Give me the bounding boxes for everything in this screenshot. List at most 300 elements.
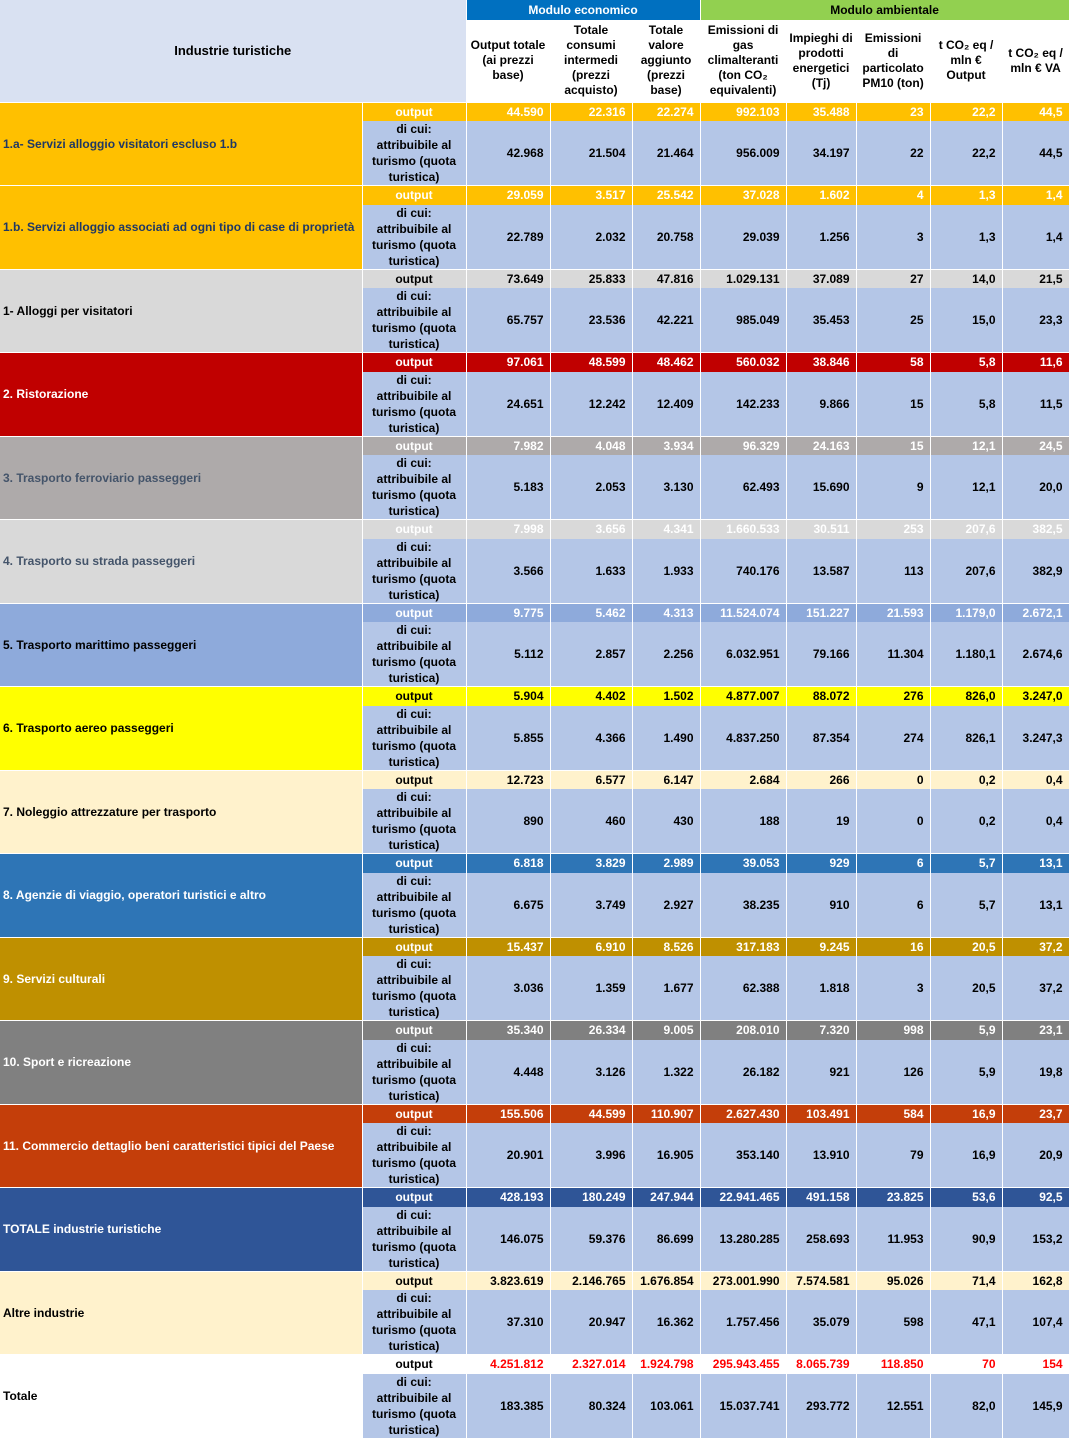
quota-value: 1.359: [550, 956, 632, 1021]
quota-value: 3.566: [466, 539, 550, 604]
row-label-output: output: [362, 687, 466, 706]
quota-value: 90,9: [930, 1207, 1002, 1272]
output-value: 1.924.798: [632, 1355, 700, 1374]
output-value: 70: [930, 1355, 1002, 1374]
quota-value: 3: [856, 956, 930, 1021]
row-label-output: output: [362, 603, 466, 622]
output-value: 58: [856, 353, 930, 372]
quota-value: 5.112: [466, 622, 550, 687]
header-col-tco2-output: t CO₂ eq / mln € Output: [930, 20, 1002, 102]
output-value: 92,5: [1002, 1188, 1069, 1207]
quota-value: 11.304: [856, 622, 930, 687]
quota-value: 12.551: [856, 1374, 930, 1438]
output-value: 110.907: [632, 1104, 700, 1123]
quota-value: 5,8: [930, 372, 1002, 437]
industry-name: 7. Noleggio attrezzature per trasporto: [0, 770, 362, 854]
quota-value: 153,2: [1002, 1207, 1069, 1272]
output-value: 295.943.455: [700, 1355, 786, 1374]
output-value: 1,3: [930, 186, 1002, 205]
quota-value: 3.036: [466, 956, 550, 1021]
row-label-output: output: [362, 1271, 466, 1290]
quota-value: 207,6: [930, 539, 1002, 604]
row-label-output: output: [362, 770, 466, 789]
row-label-output: output: [362, 436, 466, 455]
quota-value: 79.166: [786, 622, 856, 687]
quota-value: 293.772: [786, 1374, 856, 1438]
table-row-output: [0, 102, 1069, 121]
row-label-quota-turistica: di cui: attribuibile al turismo (quota turistica): [362, 121, 466, 186]
output-value: 5,8: [930, 353, 1002, 372]
output-value: 273.001.990: [700, 1271, 786, 1290]
quota-value: 598: [856, 1290, 930, 1355]
output-value: 1.179,0: [930, 603, 1002, 622]
output-value: 428.193: [466, 1188, 550, 1207]
row-label-quota-turistica: di cui: attribuibile al turismo (quota turistica): [362, 1374, 466, 1438]
quota-value: 20,5: [930, 956, 1002, 1021]
output-value: 96.329: [700, 436, 786, 455]
quota-value: 12.242: [550, 372, 632, 437]
quota-value: 16.905: [632, 1123, 700, 1188]
output-value: 6.818: [466, 854, 550, 873]
quota-value: 20,0: [1002, 455, 1069, 520]
quota-value: 6: [856, 873, 930, 938]
quota-value: 37.310: [466, 1290, 550, 1355]
output-value: 266: [786, 770, 856, 789]
quota-value: 23,3: [1002, 288, 1069, 353]
table-row-output: [0, 603, 1069, 622]
output-value: 118.850: [856, 1355, 930, 1374]
table-row-output: [0, 854, 1069, 873]
output-value: 0: [856, 770, 930, 789]
output-value: 71,4: [930, 1271, 1002, 1290]
quota-value: 47,1: [930, 1290, 1002, 1355]
quota-value: 3.996: [550, 1123, 632, 1188]
row-label-output: output: [362, 102, 466, 121]
output-value: 4.341: [632, 520, 700, 539]
output-value: 4: [856, 186, 930, 205]
output-value: 11,6: [1002, 353, 1069, 372]
output-value: 3.823.619: [466, 1271, 550, 1290]
output-value: 584: [856, 1104, 930, 1123]
quota-value: 353.140: [700, 1123, 786, 1188]
output-value: 155.506: [466, 1104, 550, 1123]
quota-value: 35.453: [786, 288, 856, 353]
quota-value: 22,2: [930, 121, 1002, 186]
output-value: 48.462: [632, 353, 700, 372]
header-modulo-economico: Modulo economico: [466, 0, 700, 20]
output-value: 7.998: [466, 520, 550, 539]
industry-name: 5. Trasporto marittimo passeggeri: [0, 603, 362, 687]
output-value: 826,0: [930, 687, 1002, 706]
output-value: 25.833: [550, 269, 632, 288]
output-value: 560.032: [700, 353, 786, 372]
output-value: 5.462: [550, 603, 632, 622]
output-value: 0,4: [1002, 770, 1069, 789]
quota-value: 921: [786, 1040, 856, 1105]
output-value: 39.053: [700, 854, 786, 873]
output-value: 103.491: [786, 1104, 856, 1123]
quota-value: 6.675: [466, 873, 550, 938]
output-value: 13,1: [1002, 854, 1069, 873]
output-value: 47.816: [632, 269, 700, 288]
industry-name: 8. Agenzie di viaggio, operatori turistici e altro: [0, 854, 362, 938]
quota-value: 79: [856, 1123, 930, 1188]
output-value: 1.676.854: [632, 1271, 700, 1290]
quota-value: 910: [786, 873, 856, 938]
quota-value: 890: [466, 789, 550, 854]
quota-value: 21.504: [550, 121, 632, 186]
output-value: 276: [856, 687, 930, 706]
output-value: 37.089: [786, 269, 856, 288]
quota-value: 5.855: [466, 706, 550, 771]
output-value: 25.542: [632, 186, 700, 205]
table-row-output: [0, 1188, 1069, 1207]
quota-value: 29.039: [700, 205, 786, 270]
quota-value: 1.256: [786, 205, 856, 270]
quota-value: 1.818: [786, 956, 856, 1021]
output-value: 247.944: [632, 1188, 700, 1207]
quota-value: 25: [856, 288, 930, 353]
output-value: 8.526: [632, 937, 700, 956]
output-value: 7.982: [466, 436, 550, 455]
output-value: 2.989: [632, 854, 700, 873]
quota-value: 20,9: [1002, 1123, 1069, 1188]
row-label-output: output: [362, 1188, 466, 1207]
output-value: 44.590: [466, 102, 550, 121]
quota-value: 4.366: [550, 706, 632, 771]
quota-value: 35.079: [786, 1290, 856, 1355]
quota-value: 1.757.456: [700, 1290, 786, 1355]
quota-value: 5.183: [466, 455, 550, 520]
output-value: 44.599: [550, 1104, 632, 1123]
output-value: 29.059: [466, 186, 550, 205]
quota-value: 12.409: [632, 372, 700, 437]
industry-name: 9. Servizi culturali: [0, 937, 362, 1021]
output-value: 22.316: [550, 102, 632, 121]
output-value: 3.517: [550, 186, 632, 205]
output-value: 16: [856, 937, 930, 956]
header-col-pm10: Emissioni di particolato PM10 (ton): [856, 20, 930, 102]
output-value: 7.320: [786, 1021, 856, 1040]
output-value: 12,1: [930, 436, 1002, 455]
output-value: 11.524.074: [700, 603, 786, 622]
quota-value: 1.180,1: [930, 622, 1002, 687]
output-value: 5,9: [930, 1021, 1002, 1040]
output-value: 2.672,1: [1002, 603, 1069, 622]
quota-value: 2.857: [550, 622, 632, 687]
output-value: 7.574.581: [786, 1271, 856, 1290]
quota-value: 985.049: [700, 288, 786, 353]
row-label-quota-turistica: di cui: attribuibile al turismo (quota turistica): [362, 1123, 466, 1188]
quota-value: 4.448: [466, 1040, 550, 1105]
output-value: 24,5: [1002, 436, 1069, 455]
row-label-output: output: [362, 269, 466, 288]
quota-value: 3.130: [632, 455, 700, 520]
output-value: 4.402: [550, 687, 632, 706]
quota-value: 20.947: [550, 1290, 632, 1355]
row-label-output: output: [362, 520, 466, 539]
output-value: 24.163: [786, 436, 856, 455]
output-value: 21,5: [1002, 269, 1069, 288]
output-value: 1.502: [632, 687, 700, 706]
output-value: 1,4: [1002, 186, 1069, 205]
quota-value: 16.362: [632, 1290, 700, 1355]
output-value: 26.334: [550, 1021, 632, 1040]
output-value: 4.877.007: [700, 687, 786, 706]
industry-name: 1- Alloggi per visitatori: [0, 269, 362, 353]
row-label-output: output: [362, 1021, 466, 1040]
output-value: 35.340: [466, 1021, 550, 1040]
quota-value: 62.493: [700, 455, 786, 520]
row-label-output: output: [362, 1104, 466, 1123]
output-value: 4.048: [550, 436, 632, 455]
quota-value: 26.182: [700, 1040, 786, 1105]
quota-value: 740.176: [700, 539, 786, 604]
output-value: 5,7: [930, 854, 1002, 873]
output-value: 27: [856, 269, 930, 288]
quota-value: 1,4: [1002, 205, 1069, 270]
output-value: 0,2: [930, 770, 1002, 789]
output-value: 1.602: [786, 186, 856, 205]
quota-value: 0,2: [930, 789, 1002, 854]
output-value: 15: [856, 436, 930, 455]
output-value: 207,6: [930, 520, 1002, 539]
quota-value: 11.953: [856, 1207, 930, 1272]
output-value: 3.934: [632, 436, 700, 455]
row-label-quota-turistica: di cui: attribuibile al turismo (quota turistica): [362, 789, 466, 854]
table-row-output: [0, 1355, 1069, 1374]
row-label-quota-turistica: di cui: attribuibile al turismo (quota turistica): [362, 706, 466, 771]
quota-value: 113: [856, 539, 930, 604]
quota-value: 82,0: [930, 1374, 1002, 1438]
quota-value: 2.256: [632, 622, 700, 687]
quota-value: 13,1: [1002, 873, 1069, 938]
output-value: 14,0: [930, 269, 1002, 288]
output-value: 16,9: [930, 1104, 1002, 1123]
quota-value: 183.385: [466, 1374, 550, 1438]
quota-value: 42.968: [466, 121, 550, 186]
quota-value: 1.322: [632, 1040, 700, 1105]
quota-value: 3.749: [550, 873, 632, 938]
header-col-output: Output totale (ai prezzi base): [466, 20, 550, 102]
output-value: 2.684: [700, 770, 786, 789]
quota-value: 2.927: [632, 873, 700, 938]
quota-value: 38.235: [700, 873, 786, 938]
table-row-output: [0, 353, 1069, 372]
quota-value: 4.837.250: [700, 706, 786, 771]
output-value: 95.026: [856, 1271, 930, 1290]
quota-value: 3.247,3: [1002, 706, 1069, 771]
quota-value: 382,9: [1002, 539, 1069, 604]
table-row-output: [0, 937, 1069, 956]
row-label-output: output: [362, 1355, 466, 1374]
output-value: 992.103: [700, 102, 786, 121]
output-value: 97.061: [466, 353, 550, 372]
table-row-output: [0, 436, 1069, 455]
quota-value: 126: [856, 1040, 930, 1105]
output-value: 88.072: [786, 687, 856, 706]
output-value: 2.146.765: [550, 1271, 632, 1290]
industry-name: 3. Trasporto ferroviario passeggeri: [0, 436, 362, 520]
output-value: 44,5: [1002, 102, 1069, 121]
row-label-output: output: [362, 353, 466, 372]
quota-value: 15: [856, 372, 930, 437]
quota-value: 24.651: [466, 372, 550, 437]
output-value: 382,5: [1002, 520, 1069, 539]
industry-name: 2. Ristorazione: [0, 353, 362, 437]
quota-value: 5,7: [930, 873, 1002, 938]
output-value: 21.593: [856, 603, 930, 622]
quota-value: 826,1: [930, 706, 1002, 771]
output-value: 253: [856, 520, 930, 539]
quota-value: 15.690: [786, 455, 856, 520]
quota-value: 62.388: [700, 956, 786, 1021]
output-value: 998: [856, 1021, 930, 1040]
industry-name: Totale: [0, 1355, 362, 1438]
row-label-quota-turistica: di cui: attribuibile al turismo (quota turistica): [362, 372, 466, 437]
output-value: 22.274: [632, 102, 700, 121]
table-row-output: [0, 1021, 1069, 1040]
quota-value: 22: [856, 121, 930, 186]
output-value: 6.147: [632, 770, 700, 789]
quota-value: 37,2: [1002, 956, 1069, 1021]
output-value: 1.660.533: [700, 520, 786, 539]
row-label-quota-turistica: di cui: attribuibile al turismo (quota turistica): [362, 622, 466, 687]
quota-value: 2.053: [550, 455, 632, 520]
industry-name: TOTALE industrie turistiche: [0, 1188, 362, 1272]
quota-value: 274: [856, 706, 930, 771]
output-value: 6: [856, 854, 930, 873]
quota-value: 23.536: [550, 288, 632, 353]
output-value: 317.183: [700, 937, 786, 956]
output-value: 20,5: [930, 937, 1002, 956]
quota-value: 5,9: [930, 1040, 1002, 1105]
output-value: 6.577: [550, 770, 632, 789]
row-label-quota-turistica: di cui: attribuibile al turismo (quota turistica): [362, 956, 466, 1021]
quota-value: 258.693: [786, 1207, 856, 1272]
output-value: 22,2: [930, 102, 1002, 121]
industry-name: 1.a- Servizi alloggio visitatori escluso 1.b: [0, 102, 362, 186]
output-value: 3.829: [550, 854, 632, 873]
quota-value: 20.901: [466, 1123, 550, 1188]
quota-value: 19: [786, 789, 856, 854]
row-label-output: output: [362, 186, 466, 205]
quota-value: 16,9: [930, 1123, 1002, 1188]
output-value: 38.846: [786, 353, 856, 372]
header-industrie: Industrie turistiche: [0, 0, 466, 102]
output-value: 30.511: [786, 520, 856, 539]
output-value: 151.227: [786, 603, 856, 622]
output-value: 5.904: [466, 687, 550, 706]
output-value: 9.245: [786, 937, 856, 956]
quota-value: 430: [632, 789, 700, 854]
quota-value: 460: [550, 789, 632, 854]
quota-value: 44,5: [1002, 121, 1069, 186]
industry-name: Altre industrie: [0, 1271, 362, 1355]
header-col-impieghi-energetici: Impieghi di prodotti energetici (Tj): [786, 20, 856, 102]
output-value: 162,8: [1002, 1271, 1069, 1290]
output-value: 35.488: [786, 102, 856, 121]
quota-value: 13.587: [786, 539, 856, 604]
quota-value: 146.075: [466, 1207, 550, 1272]
quota-value: 6.032.951: [700, 622, 786, 687]
table-row-output: [0, 269, 1069, 288]
row-label-quota-turistica: di cui: attribuibile al turismo (quota turistica): [362, 288, 466, 353]
output-value: 23,7: [1002, 1104, 1069, 1123]
output-value: 2.327.014: [550, 1355, 632, 1374]
quota-value: 87.354: [786, 706, 856, 771]
quota-value: 2.032: [550, 205, 632, 270]
quota-value: 19,8: [1002, 1040, 1069, 1105]
output-value: 37,2: [1002, 937, 1069, 956]
output-value: 12.723: [466, 770, 550, 789]
quota-value: 142.233: [700, 372, 786, 437]
quota-value: 12,1: [930, 455, 1002, 520]
output-value: 53,6: [930, 1188, 1002, 1207]
output-value: 48.599: [550, 353, 632, 372]
quota-value: 86.699: [632, 1207, 700, 1272]
quota-value: 13.910: [786, 1123, 856, 1188]
quota-value: 42.221: [632, 288, 700, 353]
header-col-valore-aggiunto: Totale valore aggiunto (prezzi base): [632, 20, 700, 102]
quota-value: 22.789: [466, 205, 550, 270]
output-value: 180.249: [550, 1188, 632, 1207]
quota-value: 15,0: [930, 288, 1002, 353]
quota-value: 65.757: [466, 288, 550, 353]
quota-value: 1.633: [550, 539, 632, 604]
output-value: 2.627.430: [700, 1104, 786, 1123]
row-label-quota-turistica: di cui: attribuibile al turismo (quota turistica): [362, 205, 466, 270]
industry-name: 1.b. Servizi alloggio associati ad ogni tipo di case di proprietà: [0, 186, 362, 270]
row-label-quota-turistica: di cui: attribuibile al turismo (quota turistica): [362, 539, 466, 604]
quota-value: 956.009: [700, 121, 786, 186]
quota-value: 9: [856, 455, 930, 520]
industry-name: 10. Sport e ricreazione: [0, 1021, 362, 1105]
output-value: 3.656: [550, 520, 632, 539]
row-label-quota-turistica: di cui: attribuibile al turismo (quota turistica): [362, 873, 466, 938]
row-label-output: output: [362, 937, 466, 956]
output-value: 22.941.465: [700, 1188, 786, 1207]
quota-value: 107,4: [1002, 1290, 1069, 1355]
quota-value: 13.280.285: [700, 1207, 786, 1272]
table-row-output: [0, 520, 1069, 539]
quota-value: 1.677: [632, 956, 700, 1021]
output-value: 4.313: [632, 603, 700, 622]
output-value: 73.649: [466, 269, 550, 288]
quota-value: 59.376: [550, 1207, 632, 1272]
quota-value: 145,9: [1002, 1374, 1069, 1438]
output-value: 491.158: [786, 1188, 856, 1207]
row-label-output: output: [362, 854, 466, 873]
output-value: 9.775: [466, 603, 550, 622]
row-label-quota-turistica: di cui: attribuibile al turismo (quota turistica): [362, 1207, 466, 1272]
quota-value: 34.197: [786, 121, 856, 186]
output-value: 23: [856, 102, 930, 121]
output-value: 23,1: [1002, 1021, 1069, 1040]
row-label-quota-turistica: di cui: attribuibile al turismo (quota turistica): [362, 1040, 466, 1105]
quota-value: 3: [856, 205, 930, 270]
output-value: 15.437: [466, 937, 550, 956]
quota-value: 0: [856, 789, 930, 854]
output-value: 208.010: [700, 1021, 786, 1040]
table-row-output: [0, 1104, 1069, 1123]
quota-value: 80.324: [550, 1374, 632, 1438]
output-value: 23.825: [856, 1188, 930, 1207]
industry-name: 11. Commercio dettaglio beni caratteristici tipici del Paese: [0, 1104, 362, 1188]
quota-value: 1,3: [930, 205, 1002, 270]
output-value: 6.910: [550, 937, 632, 956]
output-value: 1.029.131: [700, 269, 786, 288]
